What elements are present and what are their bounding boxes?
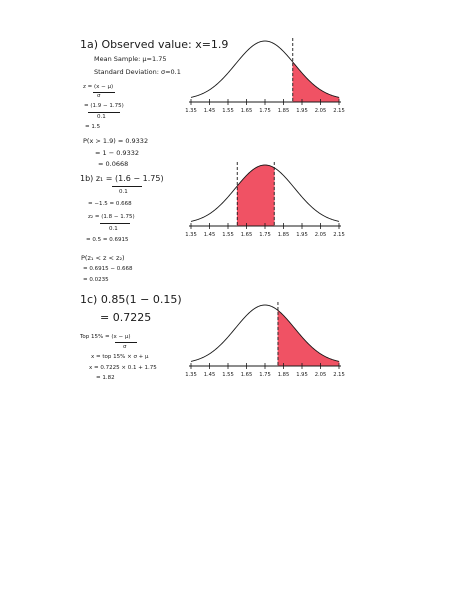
- graph_a-tick-label-8: 2.15: [333, 108, 345, 114]
- graph_a-tick-label-6: 1.95: [296, 108, 308, 114]
- part-b-z2-den: 0.1: [109, 226, 118, 232]
- part-b-z1-label: 1b) z₁ = (1.6 − 1.75): [80, 174, 164, 183]
- graph_a-tick-label-5: 1.85: [277, 108, 290, 114]
- part-a-step2: = 1.5: [85, 124, 101, 130]
- graph_b-tick-label-4: 1.75: [259, 232, 271, 238]
- part-b-prob2: = 0.6915 − 0.668: [83, 266, 133, 272]
- graph_c-tick-label-7: 2.05: [314, 372, 327, 378]
- part-c-step2: x = 0.7225 × 0.1 + 1.75: [89, 365, 157, 371]
- graph_c-tick-label-1: 1.45: [203, 372, 216, 378]
- graph_b-tick-label-8: 2.15: [333, 232, 345, 238]
- part-a-prob1: P(x > 1.9) = 0.9332: [83, 137, 149, 145]
- part-b-z2-bar: [100, 223, 130, 224]
- graph_c-tick-label-5: 1.85: [277, 372, 290, 378]
- graph_c-tick-label-8: 2.15: [333, 372, 345, 378]
- graph_a-tick-label-4: 1.75: [259, 108, 271, 114]
- part-b-z2-result: = 0.5 = 0.6915: [86, 237, 129, 243]
- part-c-step3: = 1.82: [96, 375, 115, 381]
- graph_c-tick-label-0: 1.35: [185, 372, 197, 378]
- part-a-step1-num: = (1.9 − 1.75): [84, 103, 124, 109]
- part-b-z1-bar: [112, 186, 142, 187]
- graph_c-tick-label-4: 1.75: [259, 372, 271, 378]
- graph_b-tick-label-1: 1.45: [203, 232, 216, 238]
- part-b-prob1: P(z₁ < z < z₂): [81, 254, 125, 262]
- part-a-sd: Standard Deviation: σ=0.1: [94, 68, 181, 76]
- part-a-step1-den: 0.1: [97, 114, 106, 120]
- part-c-top-bar: [115, 342, 137, 343]
- graph-a-normal-curve: [185, 36, 345, 126]
- part-a-step1-bar: [88, 112, 120, 113]
- part-c-top-den: σ: [123, 344, 127, 350]
- part-a-mean: Mean Sample: μ=1.75: [94, 55, 167, 63]
- part-c-step1: x = top 15% × σ + μ: [91, 354, 149, 360]
- part-a-z-fraction-bar: [93, 92, 115, 93]
- part-a-z-den: σ: [97, 93, 101, 99]
- part-b-z1-den: 0.1: [119, 189, 128, 195]
- graph_a-tick-label-7: 2.05: [314, 108, 327, 114]
- graph_b-shaded-area: [237, 165, 274, 226]
- graph_c-tick-label-6: 1.95: [296, 372, 308, 378]
- graph-b-normal-curve: [185, 160, 345, 250]
- graph-c-normal-curve: [185, 300, 345, 390]
- graph_b-tick-label-3: 1.65: [240, 232, 253, 238]
- part-b-prob3: = 0.0235: [83, 277, 109, 283]
- part-a-prob3: = 0.0668: [98, 160, 129, 168]
- part-a-z-formula: z = (x − μ): [83, 84, 114, 90]
- part-b-z2-label: z₂ = (1.8 − 1.75): [88, 214, 135, 220]
- part-b-z1-result: = −1.5 = 0.668: [88, 201, 132, 207]
- graph_c-tick-label-2: 1.55: [222, 372, 234, 378]
- part-a-prob2: = 1 − 0.9332: [95, 149, 139, 157]
- graph_a-tick-label-0: 1.35: [185, 108, 197, 114]
- graph_b-tick-label-5: 1.85: [277, 232, 290, 238]
- graph_a-tick-label-3: 1.65: [240, 108, 253, 114]
- graph_b-tick-label-7: 2.05: [314, 232, 327, 238]
- graph_a-tick-label-1: 1.45: [203, 108, 216, 114]
- graph_a-tick-label-2: 1.55: [222, 108, 234, 114]
- graph_b-tick-label-6: 1.95: [296, 232, 308, 238]
- handwritten-notes-page: [57, 22, 349, 384]
- part-c-top-label: Top 15% = (x − μ): [80, 334, 131, 340]
- graph_c-tick-label-3: 1.65: [240, 372, 253, 378]
- part-c-line2: = 0.7225: [100, 311, 152, 324]
- part-c-line1: 1c) 0.85(1 − 0.15): [80, 293, 182, 306]
- graph_b-tick-label-2: 1.55: [222, 232, 234, 238]
- graph_b-tick-label-0: 1.35: [185, 232, 197, 238]
- graph_a-shaded-area: [293, 62, 339, 102]
- part-a-heading: 1a) Observed value: x=1.9: [80, 38, 229, 51]
